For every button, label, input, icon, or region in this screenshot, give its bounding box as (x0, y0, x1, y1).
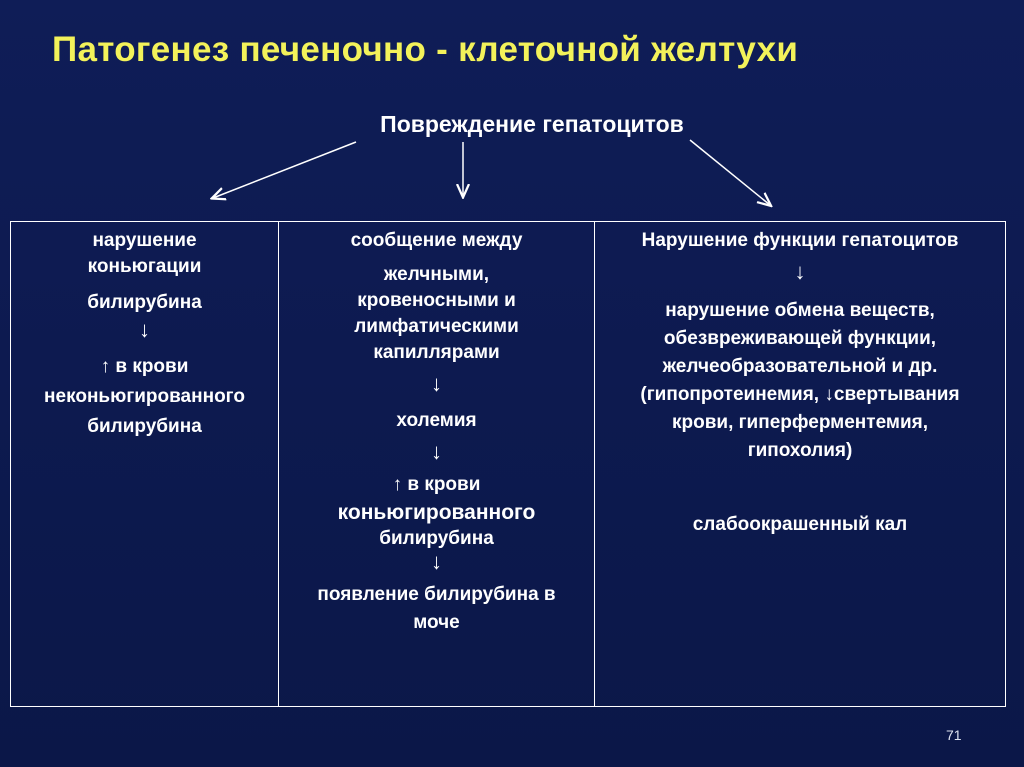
arrow-up-icon: ↑ (392, 474, 403, 495)
text: моче (413, 612, 460, 633)
column-hepatocyte-function (595, 222, 1005, 706)
text: билирубина (87, 416, 202, 437)
text: свертывания (833, 384, 960, 405)
pathogenesis-table (10, 221, 1006, 707)
arrow-up-icon: ↑ (100, 356, 111, 377)
text: Нарушение функции гепатоцитов (641, 230, 959, 251)
text: холемия (396, 410, 477, 431)
subtitle: Повреждение гепатоцитов (380, 111, 684, 137)
text: гипохолия) (747, 440, 853, 461)
arrow-left (213, 142, 356, 198)
page-number: 71 (946, 727, 962, 743)
text (11, 354, 278, 380)
slide-title: Патогенез печеночно - клеточной желтухи (52, 30, 799, 69)
arrow-down-icon: ↓ (139, 317, 150, 342)
text: в крови (402, 474, 481, 495)
text: нарушение (92, 230, 197, 251)
text: обезвреживающей функции, (663, 328, 937, 349)
text: желчеобразовательной и др. (662, 356, 938, 377)
text (279, 472, 594, 498)
text: желчными, (383, 264, 490, 285)
text: в крови (110, 356, 189, 377)
arrow-down-icon: ↓ (431, 439, 442, 464)
text: слабоокрашенный кал (692, 514, 908, 535)
column-capillaries (279, 222, 595, 706)
text: (гипопротеинемия, (640, 384, 825, 405)
text: коньюгированного (337, 501, 536, 524)
text: появление билирубина в (317, 584, 556, 605)
text: капиллярами (373, 342, 500, 363)
text: коньюгации (87, 256, 202, 277)
arrow-down-icon: ↓ (431, 371, 442, 396)
text (595, 382, 1005, 408)
text: билирубина (379, 528, 494, 549)
text: крови, гиперферментемия, (672, 412, 928, 433)
arrow-down-icon: ↓ (794, 259, 806, 284)
column-conjugation (11, 222, 279, 706)
text: кровеносными и (357, 290, 516, 311)
text: нарушение обмена веществ, (665, 300, 935, 321)
arrow-right (690, 140, 770, 205)
text: билирубина (87, 292, 202, 313)
arrow-down-icon: ↓ (431, 549, 442, 574)
text: лимфатическими (354, 316, 519, 337)
arrow-down-icon: ↓ (824, 384, 834, 405)
text: неконьюгированного (44, 386, 245, 407)
text: сообщение между (350, 230, 523, 251)
